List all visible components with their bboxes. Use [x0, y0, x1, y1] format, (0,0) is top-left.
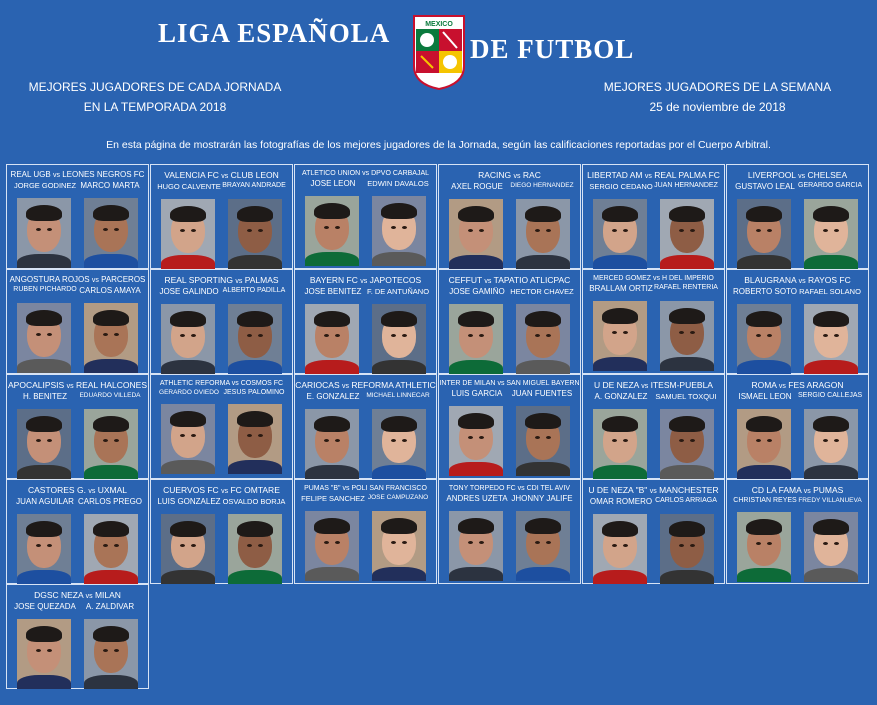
match-card	[582, 374, 725, 479]
player-names	[7, 286, 148, 295]
home-team: BLAUGRANA	[744, 275, 797, 285]
player-name-2: SERGIO CALLEJAS	[798, 392, 862, 399]
match-title	[583, 380, 724, 390]
home-team: RACING	[478, 170, 512, 180]
away-team: H DEL IMPERIO	[661, 275, 714, 282]
vs-label: vs	[88, 488, 96, 495]
vs-label: vs	[221, 173, 229, 180]
match-title	[583, 170, 724, 180]
vs-label: vs	[52, 172, 60, 179]
vs-label: vs	[235, 278, 243, 285]
match-card	[294, 164, 437, 269]
match-title	[7, 380, 148, 390]
match-card	[6, 374, 149, 479]
player-photos	[583, 301, 724, 371]
match-title	[295, 275, 436, 285]
away-team: ITESM-PUEBLA	[650, 380, 713, 390]
home-team: LIVERPOOL	[747, 170, 796, 180]
away-team: DPVO CARBAJAL	[371, 170, 430, 177]
player-photo	[593, 301, 647, 371]
match-card	[294, 269, 437, 374]
home-team: PUMAS "B"	[304, 485, 341, 492]
player-names	[727, 497, 868, 504]
player-photo	[660, 199, 714, 269]
player-names	[583, 182, 724, 191]
match-title	[439, 170, 580, 180]
player-photos	[439, 304, 580, 374]
player-photo	[305, 304, 359, 374]
player-photo	[737, 304, 791, 374]
subtitle-season-line2: EN LA TEMPORADA 2018	[83, 100, 227, 114]
player-photo	[17, 409, 71, 479]
vs-label: vs	[644, 173, 652, 180]
player-photos	[7, 619, 148, 689]
match-card	[6, 584, 149, 689]
player-name-1: JOSE QUEZADA	[14, 602, 76, 611]
match-title	[439, 380, 580, 387]
player-names	[295, 392, 436, 401]
player-name-1: SERGIO CEDANO	[589, 182, 653, 191]
home-team: U DE NEZA	[594, 380, 639, 390]
home-team: U DE NEZA "B"	[588, 485, 648, 495]
match-title	[727, 275, 868, 285]
player-photo	[516, 304, 570, 374]
player-names	[151, 287, 292, 296]
match-card	[294, 374, 437, 479]
player-name-2: OSVALDO BORJA	[222, 497, 286, 506]
home-team: VALENCIA FC	[164, 170, 219, 180]
match-card	[150, 479, 293, 584]
player-names	[727, 182, 868, 191]
player-photo	[804, 512, 858, 582]
player-photo	[17, 514, 71, 584]
match-title	[151, 275, 292, 285]
away-team: CDI TEL AVIV	[526, 485, 571, 492]
player-name-2: JOSE CAMPUZANO	[367, 494, 429, 501]
player-name-2: MARCO MARTA	[80, 181, 140, 190]
player-names	[439, 494, 580, 503]
player-name-2: ALBERTO PADILLA	[222, 287, 286, 294]
player-name-1: LUIS GARCIA	[451, 389, 503, 398]
player-name-1: JOSE GAMIÑO	[449, 287, 505, 296]
player-name-1: ANDRES UZETA	[446, 494, 508, 503]
player-name-1: ISMAEL LEON	[738, 392, 792, 401]
away-team: SAN MIGUEL BAYERN	[506, 380, 580, 387]
home-team: LIBERTAD AM	[587, 170, 643, 180]
player-name-1: E. GONZALEZ	[306, 392, 360, 401]
away-team: CLUB LEON	[230, 170, 279, 180]
player-names	[295, 179, 436, 188]
match-card	[438, 479, 581, 584]
home-team: REAL UGB	[10, 170, 51, 179]
player-names	[7, 392, 148, 401]
player-name-2: JUAN HERNANDEZ	[654, 182, 718, 189]
player-photos	[727, 304, 868, 374]
player-name-2: BRAYAN ANDRADE	[222, 182, 286, 189]
match-title	[727, 485, 868, 495]
player-names	[583, 497, 724, 506]
player-names	[7, 181, 148, 190]
player-names	[7, 497, 148, 506]
player-photo	[84, 409, 138, 479]
away-team: FC OMTARE	[230, 485, 280, 495]
match-title	[295, 380, 436, 390]
player-name-1: HUGO CALVENTE	[157, 182, 221, 191]
match-title	[727, 380, 868, 390]
match-card	[582, 479, 725, 584]
player-name-2: FREDY VILLANUEVA	[798, 497, 862, 504]
site-title-right: DE FUTBOL	[470, 34, 635, 64]
player-name-2: RAFAEL SOLANO	[799, 287, 861, 296]
player-photos	[727, 512, 868, 582]
player-name-1: JORGE GODINEZ	[13, 181, 77, 190]
player-photos	[583, 199, 724, 269]
subtitle-season	[20, 80, 290, 120]
player-photos	[151, 404, 292, 474]
match-card	[726, 269, 869, 374]
player-photo	[660, 514, 714, 584]
player-names	[727, 287, 868, 296]
player-photo	[305, 511, 359, 581]
player-photo	[660, 301, 714, 371]
match-card	[6, 479, 149, 584]
player-photo	[228, 304, 282, 374]
match-title	[295, 170, 436, 177]
player-photo	[228, 514, 282, 584]
vs-label: vs	[342, 383, 349, 390]
player-names	[151, 497, 292, 506]
player-name-1: JOSE GALINDO	[159, 287, 219, 296]
player-photo	[449, 406, 503, 476]
player-name-2: MICHAEL LINNECAR	[366, 392, 430, 399]
player-name-1: H. BENITEZ	[22, 392, 67, 401]
player-photos	[583, 514, 724, 584]
player-name-1: AXEL ROGUE	[451, 182, 503, 191]
site-title-left: LIGA ESPAÑOLA	[158, 18, 391, 48]
vs-label: vs	[91, 277, 99, 284]
away-team: MANCHESTER	[659, 485, 719, 495]
player-photo	[737, 409, 791, 479]
vs-label: vs	[231, 380, 239, 387]
away-team: CHELSEA	[807, 170, 848, 180]
home-team: CUERVOS FC	[163, 485, 219, 495]
home-team: APOCALIPSIS	[8, 380, 65, 390]
player-photo	[372, 409, 426, 479]
match-title	[439, 275, 580, 285]
player-photo	[84, 514, 138, 584]
player-photos	[439, 199, 580, 269]
crest-label: MEXICO	[425, 21, 453, 28]
away-team: LEONES NEGROS FC	[62, 170, 145, 179]
player-photo	[737, 512, 791, 582]
player-name-2: EDWIN DAVALOS	[367, 179, 429, 188]
player-names	[439, 287, 580, 296]
player-photos	[7, 303, 148, 373]
home-team: CARIOCAS	[295, 380, 340, 390]
league-crest-icon	[412, 14, 466, 90]
player-name-2: CARLOS AMAYA	[79, 286, 141, 295]
vs-label: vs	[641, 383, 649, 390]
match-title	[727, 170, 868, 180]
player-photo	[593, 514, 647, 584]
match-title	[7, 590, 148, 600]
away-team: RAC	[522, 170, 541, 180]
home-team: MERCED GOMEZ	[593, 275, 652, 282]
subtitle-week-line2: 25 de noviembre de 2018	[649, 100, 786, 114]
player-photo	[84, 198, 138, 268]
vs-label: vs	[803, 488, 811, 495]
vs-label: vs	[342, 485, 350, 492]
player-names	[7, 602, 148, 611]
match-title	[7, 485, 148, 495]
player-photos	[295, 196, 436, 266]
match-card	[294, 479, 437, 584]
home-team: INTER DE MILAN	[439, 380, 496, 387]
match-card	[726, 164, 869, 269]
home-team: CD LA FAMA	[751, 485, 802, 495]
player-name-1: LUIS GONZALEZ	[157, 497, 221, 506]
player-photo	[804, 409, 858, 479]
player-name-2: A. ZALDIVAR	[85, 602, 135, 611]
player-name-1: FELIPE SANCHEZ	[301, 494, 365, 503]
player-name-2: GERARDO GARCIA	[798, 182, 862, 189]
player-photos	[7, 198, 148, 268]
player-photo	[17, 198, 71, 268]
player-photo	[17, 619, 71, 689]
player-photo	[228, 404, 282, 474]
home-team: BAYERN FC	[309, 275, 358, 285]
player-photo	[84, 303, 138, 373]
player-photos	[295, 304, 436, 374]
player-photo	[516, 511, 570, 581]
away-team: REAL PALMA FC	[654, 170, 720, 180]
match-card	[582, 164, 725, 269]
player-photo	[305, 409, 359, 479]
player-name-2: DIEGO HERNANDEZ	[510, 182, 574, 189]
match-title	[7, 170, 148, 179]
player-photos	[151, 304, 292, 374]
player-photo	[17, 303, 71, 373]
match-title	[151, 170, 292, 180]
vs-label: vs	[85, 593, 93, 600]
vs-label: vs	[513, 173, 521, 180]
player-photos	[151, 199, 292, 269]
vs-label: vs	[778, 383, 786, 390]
match-title	[583, 275, 724, 282]
player-names	[439, 389, 580, 398]
match-card	[150, 269, 293, 374]
player-name-1: JOSE BENITEZ	[304, 287, 362, 296]
player-name-1: GUSTAVO LEAL	[735, 182, 795, 191]
home-team: ANGOSTURA ROJOS	[9, 275, 90, 284]
home-team: ATHLETIC REFORMA	[159, 380, 230, 387]
match-card	[150, 374, 293, 479]
vs-label: vs	[66, 383, 74, 390]
match-card	[438, 164, 581, 269]
player-name-2: JHONNY JALIFE	[511, 494, 573, 503]
away-team: UXMAL	[97, 485, 127, 495]
match-title	[7, 275, 148, 284]
player-photo	[372, 511, 426, 581]
match-card	[582, 269, 725, 374]
player-name-1: BRALLAM ORTIZ	[589, 284, 653, 293]
vs-label: vs	[798, 278, 806, 285]
match-title	[151, 485, 292, 495]
home-team: REAL SPORTING	[164, 275, 233, 285]
player-photo	[449, 304, 503, 374]
away-team: TAPATIO ATLICPAC	[493, 275, 571, 285]
away-team: JAPOTECOS	[369, 275, 422, 285]
player-names	[727, 392, 868, 401]
player-photo	[449, 199, 503, 269]
player-photo	[161, 514, 215, 584]
player-photo	[161, 199, 215, 269]
player-photos	[439, 406, 580, 476]
away-team: PARCEROS	[101, 275, 146, 284]
player-photo	[161, 304, 215, 374]
player-name-1: A. GONZALEZ	[594, 392, 648, 401]
player-name-2: SAMUEL TOXQUI	[655, 392, 717, 401]
player-name-1: OMAR ROMERO	[589, 497, 653, 506]
away-team: REAL HALCONES	[75, 380, 147, 390]
away-team: REFORMA ATHLETIC	[351, 380, 436, 390]
player-names	[151, 182, 292, 191]
away-team: PALMAS	[244, 275, 279, 285]
match-card	[726, 479, 869, 584]
player-name-2: EDUARDO VILLEDA	[79, 392, 141, 399]
home-team: DGSC NEZA	[34, 590, 84, 600]
player-photo	[161, 404, 215, 474]
player-name-2: CARLOS PREGO	[78, 497, 142, 506]
vs-label: vs	[649, 488, 657, 495]
intro-text: En esta página de mostrarán las fotografías de los mejores jugadores de la Jornada, según las calificaciones reportadas por el Cuerpo Arbitral.	[106, 139, 771, 151]
player-photos	[151, 514, 292, 584]
player-photo	[228, 199, 282, 269]
player-name-1: GERARDO OVIEDO	[159, 389, 219, 396]
player-photo	[516, 199, 570, 269]
player-name-1: ROBERTO SOTO	[733, 287, 797, 296]
player-photos	[7, 409, 148, 479]
player-names	[583, 392, 724, 401]
player-name-2: RAFAEL RENTERIA	[654, 284, 718, 291]
away-team: MILAN	[94, 590, 121, 600]
vs-label: vs	[221, 488, 229, 495]
player-photo	[737, 199, 791, 269]
player-photo	[804, 304, 858, 374]
player-photos	[7, 514, 148, 584]
subtitle-week-line1: MEJORES JUGADORES DE LA SEMANA	[603, 80, 832, 94]
vs-label: vs	[653, 275, 661, 282]
match-card	[438, 374, 581, 479]
match-title	[439, 485, 580, 492]
home-team: CASTORES G.	[28, 485, 86, 495]
player-photos	[727, 199, 868, 269]
player-photos	[439, 511, 580, 581]
match-card	[438, 269, 581, 374]
home-team: TONY TORPEDO FC	[448, 485, 516, 492]
away-team: PUMAS	[813, 485, 844, 495]
match-card	[6, 164, 149, 269]
player-photos	[295, 409, 436, 479]
player-names	[295, 287, 436, 296]
match-card	[150, 164, 293, 269]
player-names	[583, 284, 724, 293]
match-title	[295, 485, 436, 492]
player-name-1: CHRISTIAN REYES	[733, 497, 797, 504]
away-team: FES ARAGON	[788, 380, 844, 390]
player-photo	[305, 196, 359, 266]
vs-label: vs	[362, 170, 370, 177]
player-photo	[449, 511, 503, 581]
vs-label: vs	[360, 278, 368, 285]
player-photo	[593, 199, 647, 269]
vs-label: vs	[497, 380, 505, 387]
player-photo	[84, 619, 138, 689]
player-photos	[727, 409, 868, 479]
player-photo	[372, 304, 426, 374]
match-title	[151, 380, 292, 387]
player-name-2: JESUS PALOMINO	[223, 389, 285, 396]
player-names	[439, 182, 580, 191]
vs-label: vs	[798, 173, 806, 180]
player-photos	[583, 409, 724, 479]
subtitle-week	[585, 80, 850, 120]
match-title	[583, 485, 724, 495]
player-name-1: RUBEN PICHARDO	[13, 286, 77, 293]
away-team: POLI SAN FRANCISCO	[351, 485, 427, 492]
away-team: RAYOS FC	[807, 275, 851, 285]
vs-label: vs	[484, 278, 492, 285]
player-photo	[372, 196, 426, 266]
player-photo	[516, 406, 570, 476]
player-name-2: CARLOS ARRIAGA	[655, 497, 717, 504]
away-team: COSMOS FC	[240, 380, 284, 387]
player-names	[151, 389, 292, 396]
home-team: ROMA	[751, 380, 777, 390]
home-team: CEFFUT	[448, 275, 483, 285]
player-photo	[593, 409, 647, 479]
home-team: ATLETICO UNION	[301, 170, 361, 177]
player-names	[295, 494, 436, 503]
player-name-2: JUAN FUENTES	[511, 389, 573, 398]
player-photo	[804, 199, 858, 269]
player-name-2: HECTOR CHAVEZ	[510, 287, 574, 296]
player-photo	[660, 409, 714, 479]
player-photos	[295, 511, 436, 581]
subtitle-season-line1: MEJORES JUGADORES DE CADA JORNADA	[28, 80, 282, 94]
vs-label: vs	[517, 485, 525, 492]
player-name-1: JUAN AGUILAR	[16, 497, 74, 506]
player-name-2: F. DE ANTUÑANO	[366, 287, 430, 296]
players-grid	[6, 164, 870, 689]
player-name-1: JOSE LEON	[310, 179, 356, 188]
match-card	[6, 269, 149, 374]
match-card	[726, 374, 869, 479]
